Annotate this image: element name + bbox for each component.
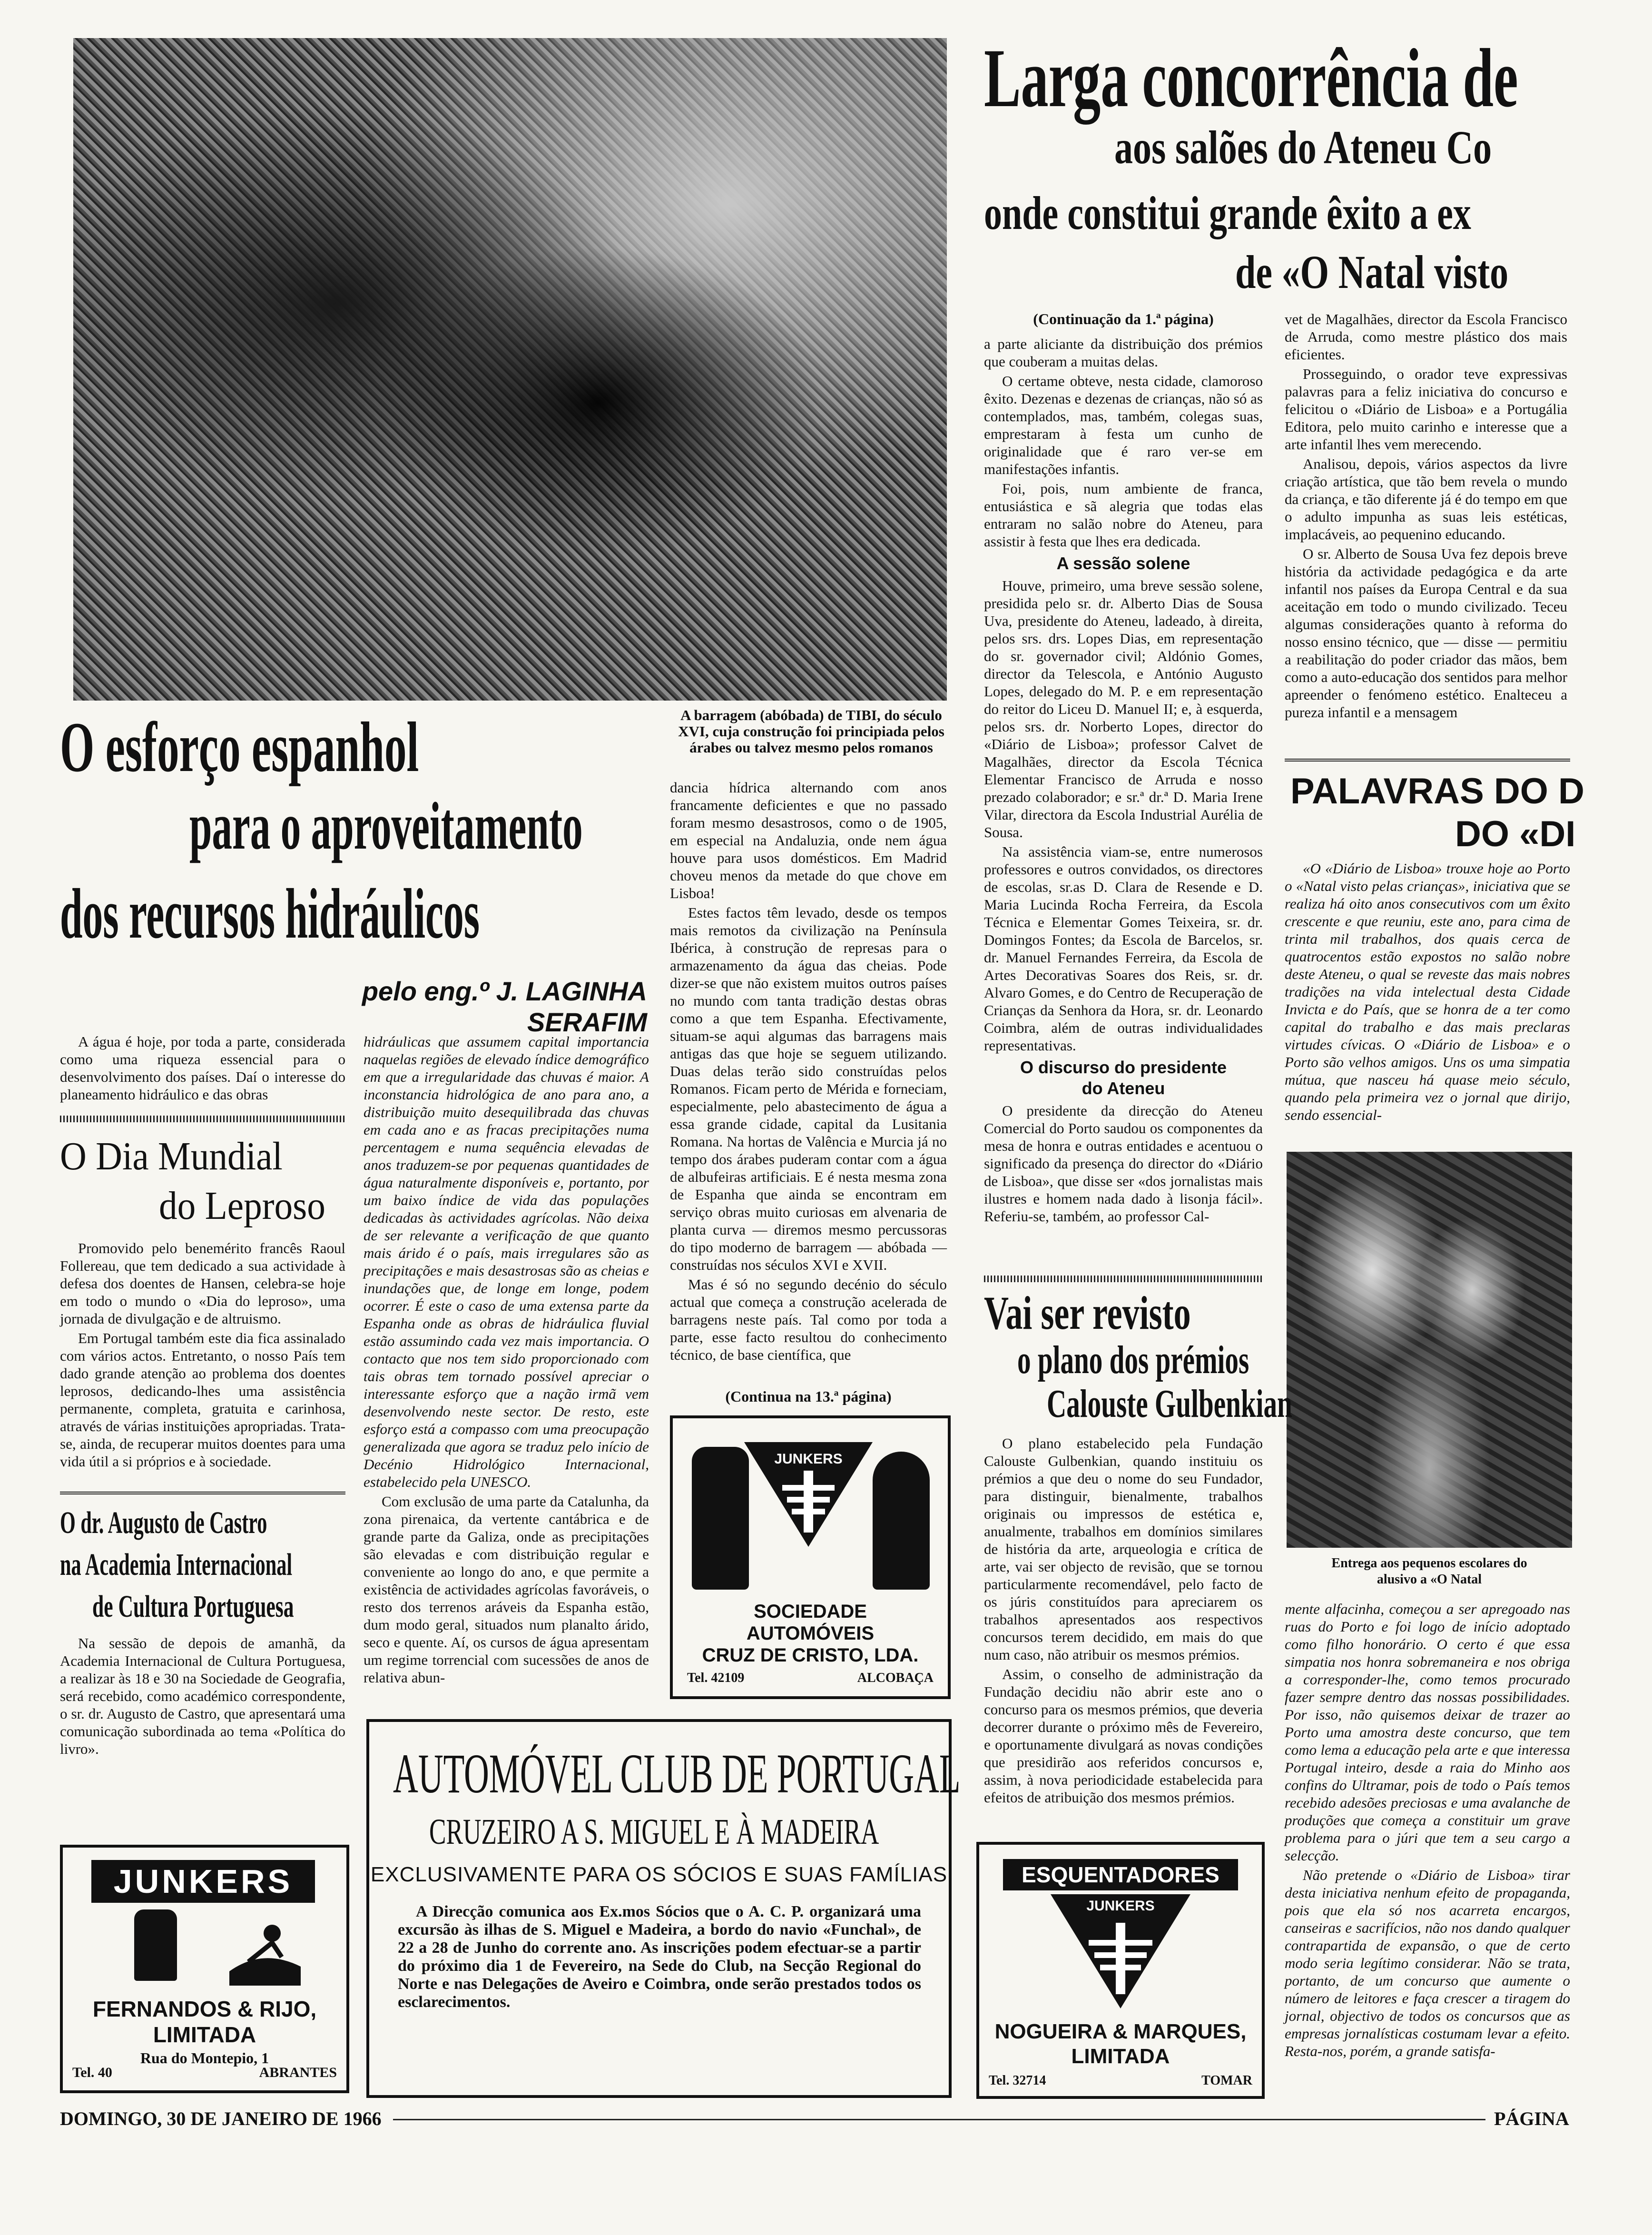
ad-company-line2: AUTOMÓVEIS (746, 1623, 875, 1644)
prize-photo-caption-2: alusivo a «O Natal (1377, 1572, 1482, 1587)
ad-company-line1: FERNANDOS & RIJO, (92, 1997, 317, 2021)
water-heater-icon (873, 1452, 930, 1590)
water-heater-icon (134, 1909, 177, 1981)
ateneu-title-line4: de «O Natal visto (1235, 246, 1509, 298)
main-title-line1: O esforço espanhol (60, 708, 419, 787)
ateneu-subhead-discurso-2: do Ateneu (1082, 1078, 1165, 1098)
ateneu-title-line1: Larga concorrência de (984, 32, 1518, 125)
footer-page: PÁGINA (1494, 2108, 1569, 2129)
ateneu-subhead-sessao: A sessão solene (1056, 554, 1190, 573)
palavras-body-1: «O «Diário de Lisboa» trouxe hoje ao Porto o «Natal visto pelas crianças», iniciativa que se realiza há oito anos consecutivos com um êxito crescente e que reuniu, este ano, para cima de trinta mil trabalhos, dos quais cerca de quatrocentos estão expostos no salão nobre deste Ateneu, o qual se reveste das mais nobres tradições na vida intelectual desta Cidade Invicta e do País, que se honra de a ter como capital do trabalho e das mais preclaras virtudes cívicas. O «Diário de Lisboa» e o Porto são velhos amigos. Uns os uma simpatia mútua, que nasceu há quase meio século, quando pela primeira vez o jornal que dirijo, sendo essencial- (1285, 860, 1570, 1123)
ad-automovel-club (366, 1719, 961, 2098)
gulbenkian-title-line2: o plano dos prémios (1017, 1338, 1249, 1382)
ateneu-title-line2: aos salões do Ateneu Co (1114, 121, 1492, 174)
bather-illustration-icon (220, 1919, 305, 1990)
ad-address: Rua do Montepio, 1 (140, 2049, 269, 2067)
prize-ceremony-photo (1287, 1152, 1572, 1548)
divider (1285, 759, 1570, 761)
castro-body: Na sessão de depois de amanhã, da Academia Internacional de Cultura Portuguesa, a realizar às 18 e 30 na Sociedade de Geografia, será recebido, como académico correspondente, o sr. dr. Augusto de Castro, que apresentará uma comunicação subordinada ao tema «Política do livro». (60, 1635, 345, 1757)
acp-title: AUTOMÓVEL CLUB DE PORTUGAL (393, 1742, 961, 1805)
ad-city: TOMAR (1201, 2073, 1252, 2088)
leprosy-title-line1: O Dia Mundial (60, 1134, 283, 1178)
acp-subtitle: CRUZEIRO A S. MIGUEL E À MADEIRA (429, 1812, 879, 1852)
prize-photo-caption-1: Entrega aos pequenos escolares do (1331, 1556, 1527, 1571)
ad-company-line3: CRUZ DE CRISTO, LDA. (702, 1645, 919, 1666)
esquentadores-banner: ESQUENTADORES (1003, 1859, 1238, 1890)
main-col3: dancia hídrica alternando com anos francamente deficientes e que no passado foram mesmo desastrosos, como o de 1905, em especial na Andaluzia, onde nem água houve para usos domésticos. Em Madrid choveu menos da metade do que chove em Lisboa! Estes factos têm levado, desde os tempos mais remotos da civilização na Península Ibérica, à construção de represas para o armazenamento da água das cheias. Pode dizer-se que não existem muitos outros países no mundo com tanta tradição destas obras como a que tem Espanha. Efectivamente, situam-se aqui algumas das barragens mais antigas das que hoje se seguem utilizando. Duas delas terão sido construídas pelos Romanos. Ficam perto de Mérida e forneciam, especialmente, pelo abastecimento de água a essa grande cidade, capital da Lusitania Romana. Na hortas de Valência e Murcia já no tempo dos árabes puderam contar com a água de albufeiras artificiais. E é nesta mesma zona de Espanha que ainda se encontram em serviço obras muito curiosas em alvenaria de planta curva — diremos mesmo percussoras do tipo moderno de barragem — abóbada — construídas nos séculos XVI e XVII. Mas é só no segundo decénio do século actual que começa a construção acelerada de barragens neste país. Tal como por toda a parte, esse facto resultou do conhecimento técnico, de base científica, que (670, 779, 947, 1363)
ad-company-line1: SOCIEDADE (754, 1601, 867, 1622)
acp-tagline: EXCLUSIVAMENTE PARA OS SÓCIOS E SUAS FAMÍLIAS (370, 1863, 948, 1886)
main-col2: hidráulicas que assumem capital importancia naquelas regiões de elevado índice demográfico em que a irregularidade das chuvas é maior. A inconstancia hidrológica de ano para ano, a distribuição muito desequilibrada das chuvas em cada ano e as fracas precipitações numa percentagem e numa sequência elevadas de anos traduzem-se por pequenas quantidades de água naturalmente disponíveis e, portanto, por um baixo índice de vida das populações dedicadas às actividades agrícolas. Não deixa de ser relevante a verificação de que quanto mais árido é o país, mais irregulares são as precipitações e mais desastrosas são as cheias e inundações que, de longe em longe, podem ocorrer. É este o caso de uma extensa parte da Espanha onde as obras de hidráulica fluvial estão assumindo cada vez mais importancia. O contacto que nos tem sido proporcionado com tais obras tem tornado possível apreciar o interessante esforço que a nação irmã vem desenvolvendo neste sector. De resto, este esforço está a compasso com uma preocupação generalizada que agora se traduz pelo início de Decénio Hidrológico Internacional, estabelecido pela UNESCO. Com exclusão de uma parte da Catalunha, da zona pirenaica, da vertente cantábrica e de grande parte da Galiza, onde as precipitações são elevadas e com distribuição regular e conveniente ao longo do ano, e que permite a existência de actividades agrícolas favoráveis, o resto dos terrenos aráveis da Espanha estão, dum modo geral, situados num planalto árido, seco e quente. Aí, os cursos de água apresentam um regime torrencial com sucessões de anos de relativa abun- (364, 1033, 649, 1686)
ad-city: ABRANTES (259, 2065, 337, 2080)
main-title-line3: dos recursos hidráulicos (60, 874, 480, 953)
divider (60, 1492, 345, 1494)
ad-company-line2: LIMITADA (1071, 2045, 1170, 2068)
ateneu-col1: a parte aliciante da distribuição dos prémios que couberam a muitas delas. O certame obteve, nesta cidade, clamoroso êxito. Dezenas e dezenas de crianças, não só as contemplados, mas, também, colegas suas, emprestaram à festa um cunho de originalidade que é raro ver-se em manifestações infantis. Foi, pois, num ambiente de franca, entusiástica e sã alegria que todas elas entraram no salão nobre do Ateneu, para assistir à festa que lhes era dedicada. A sessão solene Houve, primeiro, uma breve sessão solene, presidida pelo sr. dr. Alberto Dias de Sousa Uva, presidente do Ateneu, ladeado, à direita, pelos srs. drs. Lopes Dias, em representação do sr. governador civil; Aldónio Gomes, director da Telescola, e António Augusto Lopes, delegado do M. P. e em representação do reitor do Liceu D. Manuel II; e, à esquerda, pelos srs. dr. Norberto Lopes, director do «Diário de Lisboa»; professor Calvet de Magalhães, director da Escola Técnica Elementar Francisco de Arruda e nosso prezado colaborador; e sr.ª dr.ª D. Maria Irene Vilar, directora da Escola Industrial Aurélia de Sousa. Na assistência viam-se, entre numerosos professores e outros convidados, os directores de escolas, sr.as D. Clara de Resende e D. Maria Lucinda Rocha Ferreira, da Escola Técnica e Elementar Gomes Teixeira, sr. dr. Domingos Fontes; da Escola de Barcelos, sr. dr. Manuel Fernandes Ferreira, da Escola de Artes Decorativas Soares dos Reis, sr. dr. Alvaro Gomes, e do Centro de Recuperação de Crianças da Senhora da Hora, sr. dr. Leonardo Coimbra, além de outras individualidades representativas. O discurso do presidente do Ateneu O presidente da direcção do Ateneu Comercial do Porto saudou os componentes da mesa de honra e outras entidades e acentuou o significado da presença do director do «Diário de Lisboa», que disse ser «dos jornalistas mais ilustres e homem nada dado à lisonja fácil». Referiu-se, também, ao professor Cal- (984, 336, 1263, 1225)
palavras-body-2: mente alfacinha, começou a ser apregoado nas ruas do Porto e foi logo de início adoptado como filho honorário. O certo é que essa simpatia nos honra sobremaneira e nos obriga a corresponder-lhe, como temos procurado fazer sempre dentro das nossas possibilidades. Por isso, não quisemos deixar de trazer ao Porto uma amostra deste concurso, que tem como lema a educação pela arte e que interessa Portugal inteiro, desde a raia do Minho aos confins do Ultramar, pois de todo o País temos recebido adesões preciosas e uma avalanche de produções que começa a constituir um grave problema para o júri que tem a seu cargo a selecção. Não pretende o «Diário de Lisboa» tirar desta iniciativa nenhum efeito de propaganda, pois que ela só nos acarreta encargos, canseiras e sacrifícios, não nos dando qualquer contrapartida de expansão, o que de certo modo seria legítimo considerar. Não se trata, portanto, de um concurso que aumente o número de leitores e faça crescer a tiragem do jornal, objectivo de todos os concursos que as empresas jornalísticas costumam levar a efeito. Resta-nos, porém, a grande satisfa- (1285, 1601, 1570, 2059)
ad-tel: Tel. 42109 (687, 1671, 745, 1685)
main-byline: pelo eng.º J. LAGINHA SERAFIM (362, 976, 647, 1037)
dam-photo (73, 38, 947, 701)
ateneu-continued: (Continuação da 1.ª página) (1033, 310, 1214, 327)
main-col1: A água é hoje, por toda a parte, considerada como uma riqueza essencial para o desenvolvimento dos países. Daí o interesse do planeamento hidráulico e das obras (60, 1033, 345, 1103)
junkers-brand-label: JUNKERS (1086, 1898, 1155, 1914)
footer-date: DOMINGO, 30 DE JANEIRO DE 1966 (60, 2108, 382, 2129)
ad-junkers-alcobaca (670, 1415, 951, 1699)
ad-company-line1: NOGUEIRA & MARQUES, (994, 2020, 1247, 2043)
palavras-title-line2: DO «DI (1455, 814, 1576, 854)
gulbenkian-body: O plano estabelecido pela Fundação Calouste Gulbenkian, quando instituiu os prémios a que deu o nome do seu Fundador, para distinguir, bienalmente, trabalhos originais ou impressos de estética e, anualmente, trabalhos em domínios similares de história da arte, arqueologia e crítica de arte, vai ser objecto de revisão, que se tornou particularmente recomendável, pelo facto de os júris constituídos para apreciarem os trabalhos apresentados aos respectivos concursos terem decidido, em mais do que num caso, não atribuir os mesmos prémios. Assim, o conselho de administração da Fundação decidiu não abrir este ano o concurso para os mesmos prémios, que deveria decorrer durante o próximo mês de Fevereiro, e oportunamente divulgará as novas condições que presidirão aos referidos concursos e, assim, à nova periodicidade estabelecida para efeitos de atribuição dos mesmos prémios. (984, 1435, 1263, 1806)
divider (984, 1276, 1263, 1282)
leprosy-body: Promovido pelo benemérito francês Raoul Follereau, que tem dedicado a sua actividade à defesa dos doentes de Hansen, celebra-se hoje em todo o mundo o «Dia do leproso», uma jornada de divulgação e de altruismo. Em Portugal também este dia fica assinalado com vários actos. Entretanto, o nosso País tem dado grande atenção ao problema dos doentes leprosos, dedicando-lhes uma assistência permanente, completa, gratuita e carinhosa, através de várias instituições apropriadas. Trata-se, ainda, de recuperar muitos doentes para uma vida útil a si próprios e à sociedade. (60, 1240, 345, 1470)
ad-company-line2: LIMITADA (153, 2022, 256, 2047)
castro-title-line1: O dr. Augusto de Castro (60, 1505, 267, 1540)
acp-body: A Direcção comunica aos Ex.mos Sócios que o A. C. P. organizará uma excursão às ilhas de S. Miguel e Madeira, a bordo do navio «Funchal», de 22 a 28 de Junho do corrente ano. As inscrições podem efectuar-se a partir do próximo dia 1 de Fevereiro, na Sede do Club, na Secção Regional do Norte e nas Delegações de Aveiro e Coimbra, onde serão prestados todos os esclarecimentos. (398, 1903, 921, 2011)
ad-junkers-abrantes (60, 1845, 349, 2093)
ateneu-title-line3: onde constitui grande êxito a ex (984, 187, 1471, 239)
footer-rule (393, 2119, 1485, 2120)
castro-title-line2: na Academia Internacional (60, 1547, 293, 1582)
gulbenkian-title-line1: Vai ser revisto (984, 1286, 1191, 1339)
divider (60, 1116, 345, 1122)
junkers-logo: JUNKERS (91, 1860, 315, 1903)
ad-tel: Tel. 32714 (989, 2073, 1046, 2088)
ateneu-subhead-discurso-1: O discurso do presidente (1020, 1058, 1227, 1077)
water-heater-icon (692, 1447, 749, 1590)
main-title-line2: para o aproveitamento (189, 788, 583, 863)
castro-title-line3: de Cultura Portuguesa (92, 1589, 294, 1624)
palavras-title-line1: PALAVRAS DO D (1290, 771, 1584, 811)
ad-esquentadores (976, 1842, 1265, 2099)
dam-photo-caption: A barragem (abóbada) de TIBI, do século XVI, cuja construção foi principiada pelos árabes ou talvez mesmo pelos romanos (678, 707, 944, 756)
ad-city: ALCOBAÇA (857, 1671, 934, 1685)
main-continued: (Continua na 13.ª página) (725, 1388, 892, 1405)
ad-tel: Tel. 40 (72, 2065, 112, 2080)
ateneu-col2: vet de Magalhães, director da Escola Francisco de Arruda, como mestre plástico dos mais eficientes. Prosseguindo, o orador teve expressivas palavras para a feliz iniciativa do concurso e felicitou o «Diário de Lisboa» e a Portugália Editora, pelo muito carinho e interesse que a arte infantil lhes vem merecendo. Analisou, depois, vários aspectos da livre criação artística, que tão bem revela o mundo da criança, e tão diferente já é do tempo em que o adulto impunha as suas leis estéticas, implacáveis, ao pequenino educando. O sr. Alberto de Sousa Uva fez depois breve história da actividade pedagógica e da arte infantil nos países da Europa Central e da sua aceitação em todo o mundo civilizado. Teceu algumas considerações quanto à reforma do nosso ensino técnico, que — disse — permitiu a reabilitação do poder criador das mãos, bem como a auto-educação dos sentidos para melhor apreender o fenómeno estético. Enalteceu a pureza infantil e a mensagem (1285, 311, 1567, 721)
gulbenkian-title-line3: Calouste Gulbenkian (1047, 1382, 1292, 1426)
junkers-brand-label: JUNKERS (774, 1451, 843, 1467)
leprosy-title-line2: do Leproso (159, 1184, 325, 1228)
